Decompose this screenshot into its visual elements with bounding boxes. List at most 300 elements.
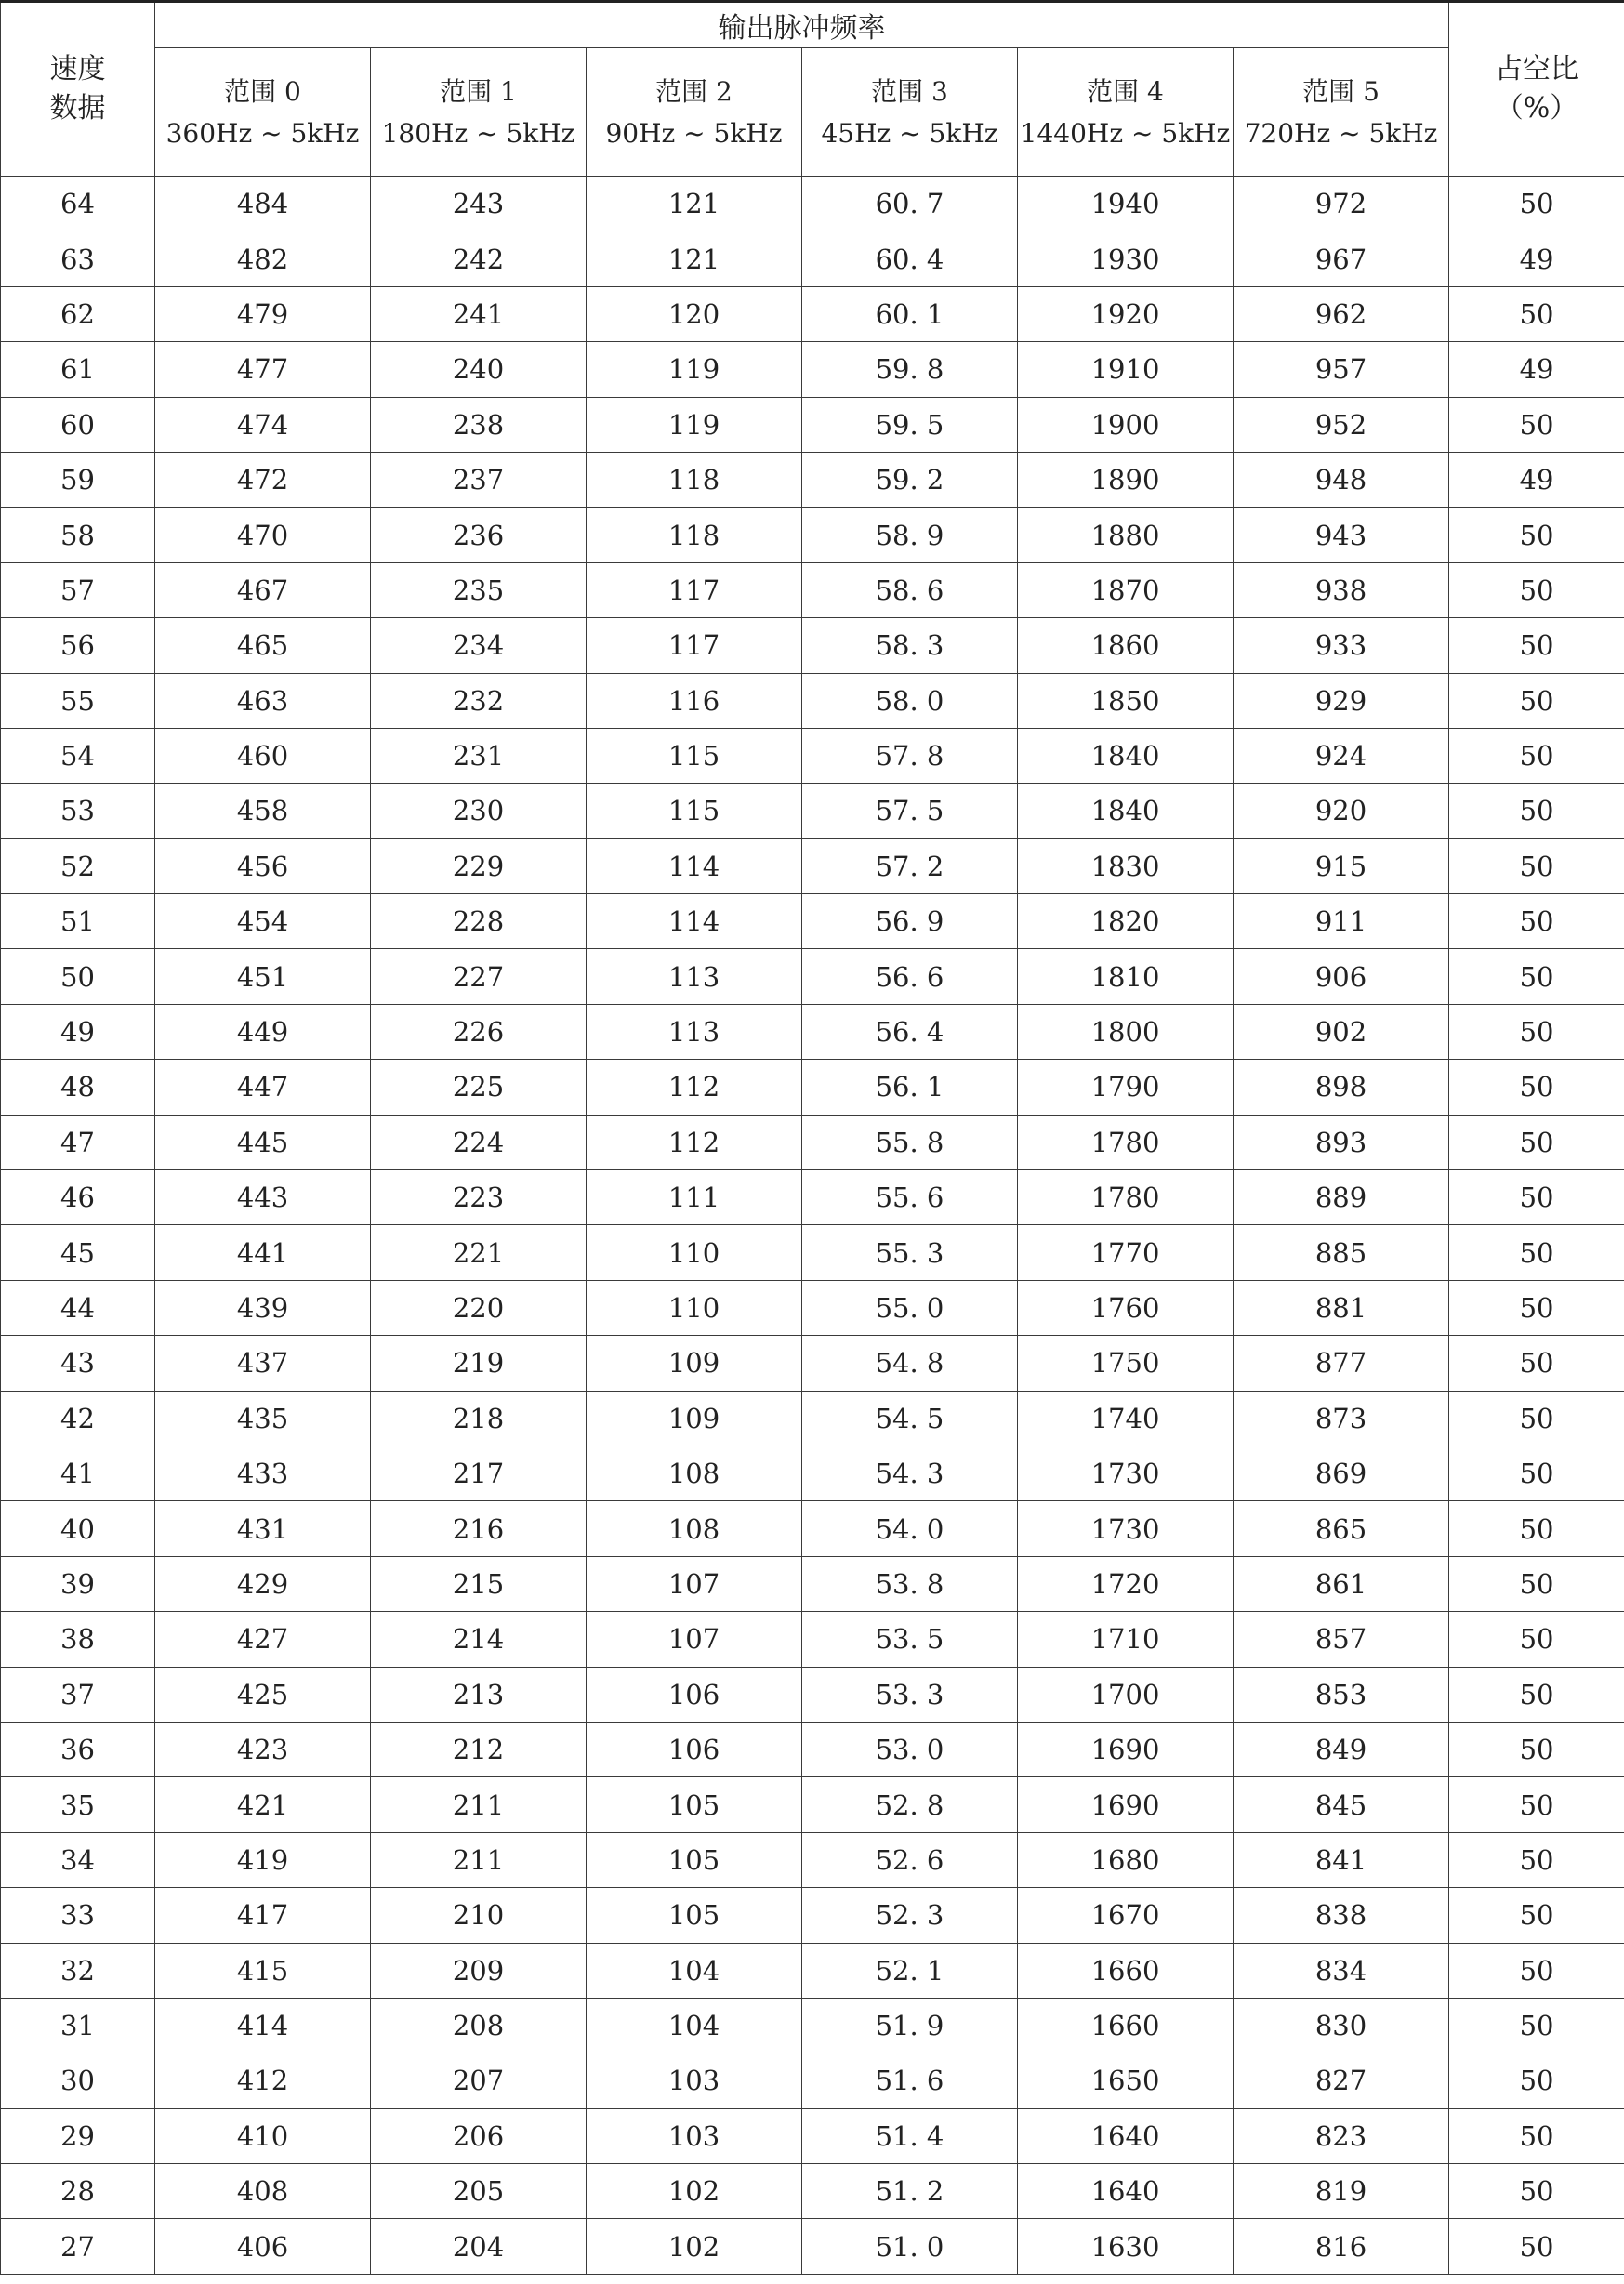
speed-data-cell: 53: [1, 784, 155, 838]
range-0-cell: 456: [155, 838, 371, 893]
range-3-cell: 60. 1: [802, 286, 1018, 341]
range-0-cell: 429: [155, 1556, 371, 1611]
range-3-cell: 58. 0: [802, 673, 1018, 728]
range-5-cell: 816: [1234, 2219, 1449, 2274]
range-4-cell: 1900: [1018, 397, 1234, 452]
range-5-cell: 865: [1234, 1501, 1449, 1556]
duty-cycle-cell: 50: [1449, 1722, 1624, 1776]
duty-cycle-cell: 50: [1449, 1446, 1624, 1500]
range-0-cell: 447: [155, 1060, 371, 1115]
speed-data-header: [1, 2, 155, 177]
range-0-cell: 431: [155, 1501, 371, 1556]
range-3-cell: 52. 6: [802, 1832, 1018, 1887]
speed-data-cell: 51: [1, 894, 155, 949]
range-2-cell: 109: [587, 1336, 802, 1391]
range-1-cell: 214: [371, 1612, 587, 1667]
speed-data-cell: 30: [1, 2053, 155, 2108]
range-5-cell: 902: [1234, 1004, 1449, 1059]
range-5-cell: 823: [1234, 2108, 1449, 2163]
range-2-cell: 114: [587, 838, 802, 893]
table-row: [1, 1446, 1624, 1500]
duty-cycle-cell: 50: [1449, 2164, 1624, 2219]
speed-data-cell: 42: [1, 1391, 155, 1446]
range-1-cell: 232: [371, 673, 587, 728]
range-0-cell: 482: [155, 231, 371, 286]
duty-cycle-cell: 50: [1449, 1004, 1624, 1059]
range-0-cell: 479: [155, 286, 371, 341]
speed-data-cell: 50: [1, 949, 155, 1004]
duty-header-line2: （%）: [1495, 92, 1578, 125]
range-3-cell: 51. 9: [802, 1998, 1018, 2053]
range-3-cell: 53. 3: [802, 1667, 1018, 1722]
duty-cycle-cell: 50: [1449, 1225, 1624, 1280]
range-2-cell: 117: [587, 562, 802, 617]
range-5-cell: 962: [1234, 286, 1449, 341]
range-2-cell: 116: [587, 673, 802, 728]
speed-data-cell: 29: [1, 2108, 155, 2163]
range-5-header: [1234, 48, 1449, 177]
range-5-cell: 857: [1234, 1612, 1449, 1667]
range-1-cell: 240: [371, 342, 587, 397]
range-4-cell: 1630: [1018, 2219, 1234, 2274]
range-3-cell: 51. 0: [802, 2219, 1018, 2274]
range-0-cell: 425: [155, 1667, 371, 1722]
range-2-cell: 102: [587, 2164, 802, 2219]
speed-data-cell: 41: [1, 1446, 155, 1500]
range-3-cell: 54. 0: [802, 1501, 1018, 1556]
speed-data-cell: 46: [1, 1170, 155, 1225]
range-2-cell: 121: [587, 231, 802, 286]
range-5-cell: 898: [1234, 1060, 1449, 1115]
range-1-cell: 225: [371, 1060, 587, 1115]
duty-cycle-cell: 50: [1449, 1501, 1624, 1556]
range-0-cell: 470: [155, 508, 371, 562]
range-4-cell: 1690: [1018, 1777, 1234, 1832]
range-1-cell: 231: [371, 728, 587, 783]
range-5-cell: 827: [1234, 2053, 1449, 2108]
range-1-cell: 241: [371, 286, 587, 341]
range-3-cell: 59. 2: [802, 452, 1018, 507]
speed-data-cell: 28: [1, 2164, 155, 2219]
range-2-cell: 113: [587, 1004, 802, 1059]
range-1-cell: 206: [371, 2108, 587, 2163]
table-row: [1, 1943, 1624, 1998]
range-4-cell: 1660: [1018, 1998, 1234, 2053]
range-3-cell: 58. 9: [802, 508, 1018, 562]
range-2-cell: 113: [587, 949, 802, 1004]
range-1-cell: 223: [371, 1170, 587, 1225]
range-2-cell: 118: [587, 452, 802, 507]
range-5-cell: 845: [1234, 1777, 1449, 1832]
duty-cycle-cell: 50: [1449, 1391, 1624, 1446]
range-span: 720Hz ~ 5kHz: [1244, 117, 1438, 149]
duty-cycle-cell: 50: [1449, 1556, 1624, 1611]
range-0-cell: 408: [155, 2164, 371, 2219]
range-1-cell: 208: [371, 1998, 587, 2053]
range-2-cell: 115: [587, 728, 802, 783]
table-row: [1, 838, 1624, 893]
range-5-cell: 911: [1234, 894, 1449, 949]
range-2-cell: 105: [587, 1777, 802, 1832]
range-2-cell: 103: [587, 2108, 802, 2163]
table-row: [1, 618, 1624, 673]
range-5-cell: 889: [1234, 1170, 1449, 1225]
range-2-cell: 120: [587, 286, 802, 341]
table-row: [1, 286, 1624, 341]
range-4-cell: 1670: [1018, 1888, 1234, 1943]
speed-data-cell: 48: [1, 1060, 155, 1115]
range-2-cell: 108: [587, 1501, 802, 1556]
speed-data-cell: 37: [1, 1667, 155, 1722]
range-5-cell: 967: [1234, 231, 1449, 286]
range-5-cell: 952: [1234, 397, 1449, 452]
range-1-cell: 217: [371, 1446, 587, 1500]
range-name: 范围 3: [871, 75, 948, 107]
speed-data-cell: 32: [1, 1943, 155, 1998]
range-5-cell: 830: [1234, 1998, 1449, 2053]
range-4-cell: 1680: [1018, 1832, 1234, 1887]
duty-cycle-cell: 50: [1449, 949, 1624, 1004]
range-4-cell: 1730: [1018, 1446, 1234, 1500]
range-3-cell: 52. 8: [802, 1777, 1018, 1832]
range-2-cell: 106: [587, 1667, 802, 1722]
range-4-cell: 1830: [1018, 838, 1234, 893]
range-2-cell: 106: [587, 1722, 802, 1776]
range-2-cell: 117: [587, 618, 802, 673]
duty-cycle-cell: 50: [1449, 1280, 1624, 1335]
range-1-cell: 215: [371, 1556, 587, 1611]
range-3-cell: 54. 5: [802, 1391, 1018, 1446]
speed-data-cell: 45: [1, 1225, 155, 1280]
range-5-cell: 938: [1234, 562, 1449, 617]
range-0-cell: 423: [155, 1722, 371, 1776]
speed-data-cell: 35: [1, 1777, 155, 1832]
range-1-cell: 220: [371, 1280, 587, 1335]
range-1-cell: 238: [371, 397, 587, 452]
table-row: [1, 1722, 1624, 1776]
speed-data-cell: 49: [1, 1004, 155, 1059]
range-span: 180Hz ~ 5kHz: [381, 117, 575, 149]
range-4-cell: 1840: [1018, 728, 1234, 783]
range-4-cell: 1940: [1018, 177, 1234, 231]
range-2-cell: 107: [587, 1556, 802, 1611]
range-1-cell: 229: [371, 838, 587, 893]
range-0-cell: 417: [155, 1888, 371, 1943]
table-row: [1, 1115, 1624, 1169]
range-5-cell: 929: [1234, 673, 1449, 728]
range-5-cell: 873: [1234, 1391, 1449, 1446]
table-row: [1, 562, 1624, 617]
table-row: [1, 342, 1624, 397]
range-4-cell: 1690: [1018, 1722, 1234, 1776]
speed-data-cell: 63: [1, 231, 155, 286]
duty-cycle-cell: 50: [1449, 838, 1624, 893]
range-0-cell: 460: [155, 728, 371, 783]
range-4-cell: 1860: [1018, 618, 1234, 673]
range-2-cell: 110: [587, 1225, 802, 1280]
range-1-cell: 221: [371, 1225, 587, 1280]
range-4-cell: 1750: [1018, 1336, 1234, 1391]
range-1-cell: 213: [371, 1667, 587, 1722]
range-5-cell: 841: [1234, 1832, 1449, 1887]
range-0-cell: 477: [155, 342, 371, 397]
table-row: [1, 1832, 1624, 1887]
range-4-cell: 1760: [1018, 1280, 1234, 1335]
speed-data-cell: 36: [1, 1722, 155, 1776]
range-3-cell: 60. 7: [802, 177, 1018, 231]
range-3-cell: 51. 6: [802, 2053, 1018, 2108]
duty-cycle-cell: 50: [1449, 1777, 1624, 1832]
range-3-cell: 51. 2: [802, 2164, 1018, 2219]
duty-cycle-cell: 49: [1449, 231, 1624, 286]
range-0-cell: 412: [155, 2053, 371, 2108]
range-5-cell: 924: [1234, 728, 1449, 783]
duty-cycle-cell: 50: [1449, 1336, 1624, 1391]
duty-header-line1: 占空比: [1495, 53, 1579, 86]
range-2-cell: 108: [587, 1446, 802, 1500]
range-4-cell: 1740: [1018, 1391, 1234, 1446]
table-row: [1, 1501, 1624, 1556]
range-span: 90Hz ~ 5kHz: [605, 117, 783, 149]
table-row: [1, 1998, 1624, 2053]
range-2-cell: 109: [587, 1391, 802, 1446]
table-row: [1, 397, 1624, 452]
table-body: [1, 177, 1624, 2275]
range-1-cell: 237: [371, 452, 587, 507]
range-4-cell: 1910: [1018, 342, 1234, 397]
range-0-cell: 443: [155, 1170, 371, 1225]
range-1-cell: 243: [371, 177, 587, 231]
range-4-cell: 1720: [1018, 1556, 1234, 1611]
range-0-cell: 415: [155, 1943, 371, 1998]
range-3-cell: 53. 5: [802, 1612, 1018, 1667]
range-3-cell: 56. 4: [802, 1004, 1018, 1059]
range-0-cell: 435: [155, 1391, 371, 1446]
range-4-cell: 1660: [1018, 1943, 1234, 1998]
speed-data-cell: 38: [1, 1612, 155, 1667]
range-0-cell: 472: [155, 452, 371, 507]
speed-data-cell: 61: [1, 342, 155, 397]
range-0-cell: 441: [155, 1225, 371, 1280]
duty-cycle-cell: 50: [1449, 1115, 1624, 1169]
range-3-cell: 55. 3: [802, 1225, 1018, 1280]
speed-data-cell: 57: [1, 562, 155, 617]
table-row: [1, 1170, 1624, 1225]
range-2-cell: 104: [587, 1943, 802, 1998]
range-0-cell: 437: [155, 1336, 371, 1391]
range-0-cell: 439: [155, 1280, 371, 1335]
range-name: 范围 5: [1302, 75, 1380, 107]
range-1-cell: 230: [371, 784, 587, 838]
range-5-cell: 869: [1234, 1446, 1449, 1500]
range-3-cell: 53. 0: [802, 1722, 1018, 1776]
duty-cycle-cell: 50: [1449, 508, 1624, 562]
range-3-cell: 55. 8: [802, 1115, 1018, 1169]
range-5-cell: 877: [1234, 1336, 1449, 1391]
range-4-cell: 1770: [1018, 1225, 1234, 1280]
table-row: [1, 1777, 1624, 1832]
duty-cycle-cell: 50: [1449, 1888, 1624, 1943]
range-2-cell: 119: [587, 397, 802, 452]
range-2-cell: 103: [587, 2053, 802, 2108]
range-3-cell: 58. 6: [802, 562, 1018, 617]
range-4-cell: 1650: [1018, 2053, 1234, 2108]
range-5-cell: 838: [1234, 1888, 1449, 1943]
range-2-cell: 107: [587, 1612, 802, 1667]
table-row: [1, 2164, 1624, 2219]
range-1-cell: 226: [371, 1004, 587, 1059]
range-5-cell: 849: [1234, 1722, 1449, 1776]
range-3-cell: 56. 1: [802, 1060, 1018, 1115]
range-1-cell: 205: [371, 2164, 587, 2219]
range-0-cell: 467: [155, 562, 371, 617]
range-span: 1440Hz ~ 5kHz: [1020, 117, 1231, 149]
duty-cycle-cell: 50: [1449, 1612, 1624, 1667]
table-row: [1, 1391, 1624, 1446]
range-3-cell: 59. 5: [802, 397, 1018, 452]
range-3-cell: 58. 3: [802, 618, 1018, 673]
range-5-cell: 957: [1234, 342, 1449, 397]
speed-header-line1: 速度: [49, 53, 106, 86]
range-3-header: [802, 48, 1018, 177]
range-1-cell: 218: [371, 1391, 587, 1446]
range-5-cell: 943: [1234, 508, 1449, 562]
range-0-cell: 451: [155, 949, 371, 1004]
table-row: [1, 452, 1624, 507]
table-row: [1, 894, 1624, 949]
range-1-cell: 207: [371, 2053, 587, 2108]
range-1-cell: 235: [371, 562, 587, 617]
table-row: [1, 1004, 1624, 1059]
range-3-cell: 56. 9: [802, 894, 1018, 949]
range-2-cell: 115: [587, 784, 802, 838]
range-1-cell: 204: [371, 2219, 587, 2274]
table-header: [1, 2, 1624, 177]
range-4-cell: 1870: [1018, 562, 1234, 617]
duty-cycle-cell: 50: [1449, 2108, 1624, 2163]
table-row: [1, 949, 1624, 1004]
speed-data-cell: 43: [1, 1336, 155, 1391]
range-4-cell: 1810: [1018, 949, 1234, 1004]
duty-cycle-cell: 50: [1449, 1170, 1624, 1225]
range-3-cell: 60. 4: [802, 231, 1018, 286]
duty-cycle-header: [1449, 2, 1624, 177]
duty-cycle-cell: 50: [1449, 1943, 1624, 1998]
range-4-cell: 1780: [1018, 1115, 1234, 1169]
range-2-cell: 105: [587, 1888, 802, 1943]
range-5-cell: 834: [1234, 1943, 1449, 1998]
range-5-cell: 933: [1234, 618, 1449, 673]
duty-cycle-cell: 50: [1449, 177, 1624, 231]
range-0-cell: 406: [155, 2219, 371, 2274]
table-row: [1, 177, 1624, 231]
range-name: 范围 1: [440, 75, 517, 107]
range-2-cell: 118: [587, 508, 802, 562]
table-row: [1, 1888, 1624, 1943]
range-2-cell: 105: [587, 1832, 802, 1887]
range-4-cell: 1920: [1018, 286, 1234, 341]
range-2-cell: 121: [587, 177, 802, 231]
range-3-cell: 55. 6: [802, 1170, 1018, 1225]
range-0-cell: 419: [155, 1832, 371, 1887]
duty-cycle-cell: 50: [1449, 286, 1624, 341]
range-3-cell: 59. 8: [802, 342, 1018, 397]
duty-cycle-cell: 50: [1449, 728, 1624, 783]
range-3-cell: 56. 6: [802, 949, 1018, 1004]
table-row: [1, 2053, 1624, 2108]
table-row: [1, 784, 1624, 838]
range-1-cell: 212: [371, 1722, 587, 1776]
range-2-cell: 111: [587, 1170, 802, 1225]
range-0-cell: 484: [155, 177, 371, 231]
range-4-cell: 1780: [1018, 1170, 1234, 1225]
speed-header-line2: 数据: [49, 92, 106, 125]
range-1-header: [371, 48, 587, 177]
range-3-cell: 55. 0: [802, 1280, 1018, 1335]
duty-cycle-cell: 50: [1449, 1832, 1624, 1887]
range-0-header: [155, 48, 371, 177]
duty-cycle-cell: 50: [1449, 397, 1624, 452]
speed-data-cell: 64: [1, 177, 155, 231]
range-1-cell: 236: [371, 508, 587, 562]
range-5-cell: 906: [1234, 949, 1449, 1004]
range-4-cell: 1730: [1018, 1501, 1234, 1556]
range-4-cell: 1820: [1018, 894, 1234, 949]
range-span: 45Hz ~ 5kHz: [821, 117, 998, 149]
range-2-header: [587, 48, 802, 177]
range-name: 范围 4: [1087, 75, 1164, 107]
range-1-cell: 227: [371, 949, 587, 1004]
range-1-cell: 211: [371, 1777, 587, 1832]
table-row: [1, 231, 1624, 286]
table-row: [1, 1667, 1624, 1722]
range-3-cell: 51. 4: [802, 2108, 1018, 2163]
range-2-cell: 114: [587, 894, 802, 949]
range-3-cell: 54. 3: [802, 1446, 1018, 1500]
duty-cycle-cell: 50: [1449, 2053, 1624, 2108]
range-0-cell: 427: [155, 1612, 371, 1667]
speed-data-cell: 59: [1, 452, 155, 507]
table-row: [1, 508, 1624, 562]
range-5-cell: 948: [1234, 452, 1449, 507]
range-4-header: [1018, 48, 1234, 177]
duty-cycle-cell: 50: [1449, 1667, 1624, 1722]
range-1-cell: 224: [371, 1115, 587, 1169]
range-5-cell: 972: [1234, 177, 1449, 231]
table-row: [1, 2219, 1624, 2274]
range-0-cell: 433: [155, 1446, 371, 1500]
table-row: [1, 1280, 1624, 1335]
duty-cycle-cell: 50: [1449, 894, 1624, 949]
range-2-cell: 112: [587, 1060, 802, 1115]
speed-data-cell: 47: [1, 1115, 155, 1169]
speed-data-cell: 31: [1, 1998, 155, 2053]
range-3-cell: 54. 8: [802, 1336, 1018, 1391]
range-1-cell: 228: [371, 894, 587, 949]
range-3-cell: 57. 8: [802, 728, 1018, 783]
range-0-cell: 449: [155, 1004, 371, 1059]
table-row: [1, 1612, 1624, 1667]
duty-cycle-cell: 50: [1449, 2219, 1624, 2274]
range-1-cell: 242: [371, 231, 587, 286]
range-4-cell: 1640: [1018, 2164, 1234, 2219]
range-5-cell: 861: [1234, 1556, 1449, 1611]
range-2-cell: 112: [587, 1115, 802, 1169]
speed-data-cell: 56: [1, 618, 155, 673]
range-4-cell: 1840: [1018, 784, 1234, 838]
speed-data-cell: 33: [1, 1888, 155, 1943]
range-4-cell: 1640: [1018, 2108, 1234, 2163]
